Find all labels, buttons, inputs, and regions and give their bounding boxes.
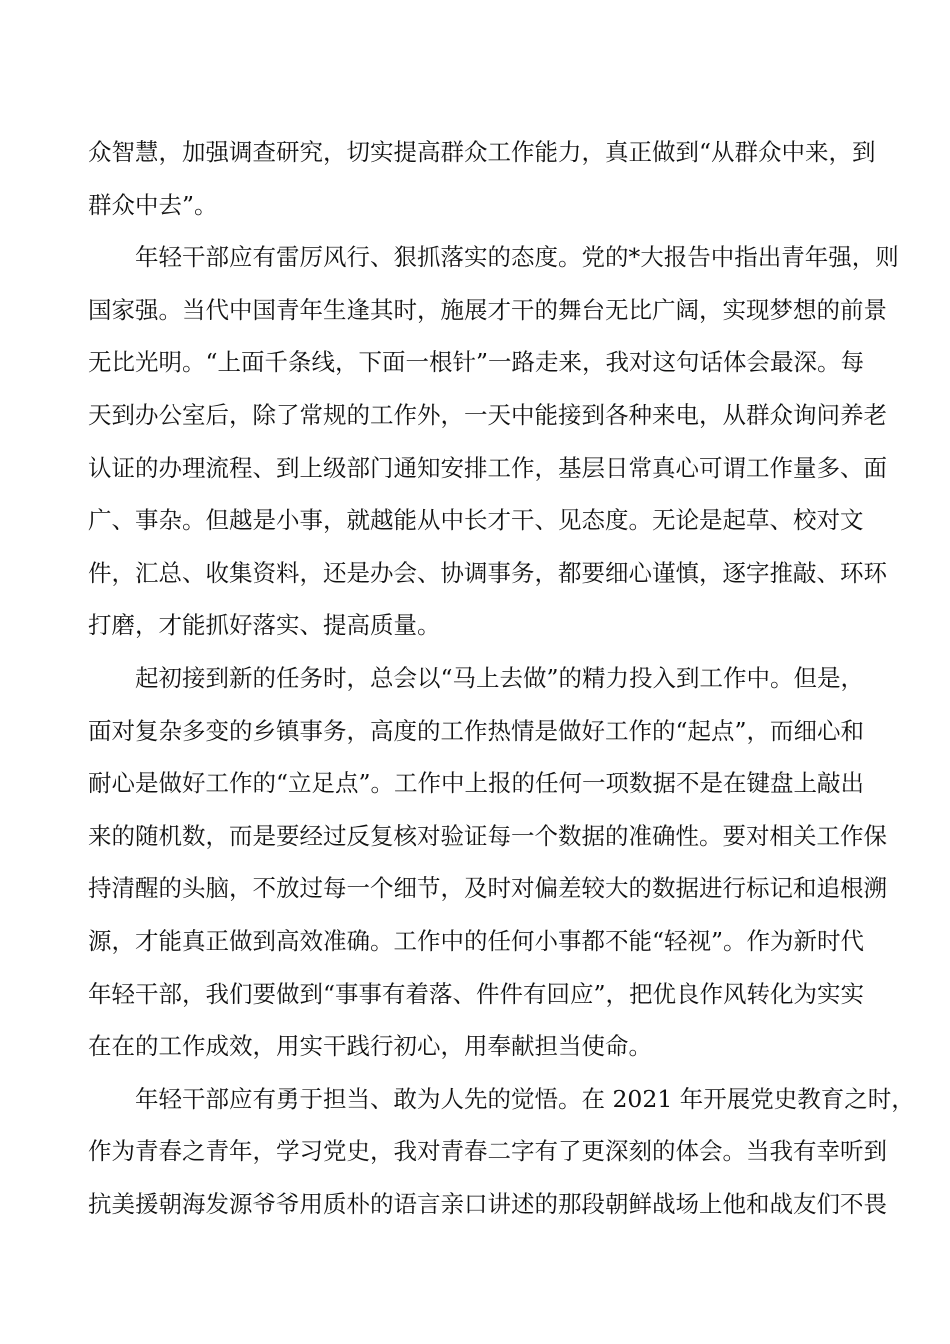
document-page (88, 126, 915, 1230)
text-line: 认证的办理流程、到上级部门通知安排工作，基层日常真心可谓工作量多、面 (88, 453, 887, 482)
text-line: 源，才能真正做到高效准确。工作中的任何小事都不能“轻视”。作为新时代 (88, 926, 865, 955)
text-line: 年轻干部应有雷厉风行、狠抓落实的态度。党的*大报告中指出青年强，则 (135, 243, 899, 272)
paragraph-4 (88, 1073, 915, 1231)
text-line: 持清醒的头脑，不放过每一个细节，及时对偏差较大的数据进行标记和追根溯 (88, 874, 887, 903)
text-line: 来的随机数，而是要经过反复核对验证每一个数据的准确性。要对相关工作保 (88, 821, 887, 850)
text-line: 抗美援朝海发源爷爷用质朴的语言亲口讲述的那段朝鲜战场上他和战友们不畏 (88, 1189, 887, 1218)
paragraph-1 (88, 126, 876, 231)
text-line: 在在的工作成效，用实干践行初心，用奉献担当使命。 (88, 1032, 652, 1061)
text-line: 天到办公室后，除了常规的工作外，一天中能接到各种来电，从群众询问养老 (88, 400, 887, 429)
text-line: 无比光明。“上面千条线，下面一根针”一路走来，我对这句话体会最深。每 (88, 348, 865, 377)
text-line: 年轻干部，我们要做到“事事有着落、件件有回应”，把优良作风转化为实实 (88, 979, 865, 1008)
text-line: 群众中去”。 (88, 190, 218, 219)
text-line: 广、事杂。但越是小事，就越能从中长才干、见态度。无论是起草、校对文 (88, 506, 864, 535)
text-line: 国家强。当代中国青年生逢其时，施展才干的舞台无比广阔，实现梦想的前景 (88, 295, 887, 324)
text-line: 件，汇总、收集资料，还是办会、协调事务，都要细心谨慎，逐字推敲、环环 (88, 558, 887, 587)
text-line: 起初接到新的任务时，总会以“马上去做”的精力投入到工作中。但是， (135, 663, 865, 692)
text-line: 打磨，才能抓好落实、提高质量。 (88, 611, 441, 640)
paragraph-3 (88, 652, 887, 1073)
text-line: 面对复杂多变的乡镇事务，高度的工作热情是做好工作的“起点”，而细心和 (88, 716, 865, 745)
text-line: 耐心是做好工作的“立足点”。工作中上报的任何一项数据不是在键盘上敲出 (88, 769, 865, 798)
paragraph-2 (88, 231, 899, 652)
text-line: 众智慧，加强调查研究，切实提高群众工作能力，真正做到“从群众中来，到 (88, 138, 876, 166)
text-line: 作为青春之青年，学习党史，我对青春二字有了更深刻的体会。当我有幸听到 (88, 1137, 887, 1166)
text-line: 年轻干部应有勇于担当、敢为人先的觉悟。在 2021 年开展党史教育之时， (135, 1084, 915, 1113)
